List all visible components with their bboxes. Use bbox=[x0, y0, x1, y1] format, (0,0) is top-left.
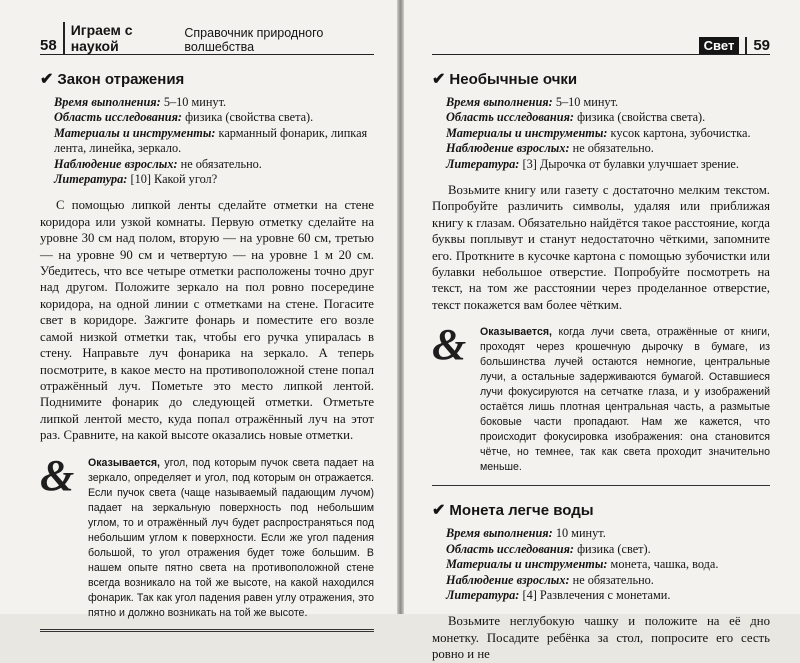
section-title-text: Необычные очки bbox=[449, 70, 578, 88]
body-paragraph-coin: Возьмите неглубокую чашку и положите на её дно монетку. Посадите ребёнка за стол, попросите его сесть ровно и не bbox=[432, 614, 770, 662]
page-number-right: 59 bbox=[745, 37, 770, 54]
meta-line: Наблюдение взрослых: не обязательно. bbox=[54, 156, 262, 171]
meta-line: Материалы и инструменты: монета, чашка, вода. bbox=[446, 557, 719, 572]
chapter-label: Свет bbox=[699, 37, 740, 54]
checkmark-icon: ✔ bbox=[432, 502, 446, 520]
book-title: Справочник природного волшебства bbox=[184, 26, 324, 54]
ampersand-icon: & bbox=[432, 320, 467, 370]
body-paragraph-left: С помощью липкой ленты сделайте отметки на стене коридора или узкой комнаты. Первую отметку сделайте на уровне 30 см над полом, вторую — на уровне 60 см, третью — на уровне 90 см и четвертую — на уровне 1 м 20 см. Убедитесь, что все четыре отметки расположены точно друг над другом. Положите зеркало на пол ровно посередине коридора, на одной линии с отметками на стене. Погасите свет в коридоре. Зажгите фонарь и поместите его возле самой низкой отметки так, чтобы его ручка упиралась в стену. Направьте луч фонарика на зеркало. А теперь посмотрите, в какое место на противоположной стене попал отражённый луч. Пометьте это место липкой лентой. Поднимите фонарик до следующей отметки. Отметьте липкой лентой место, куда попал отражённый луч на этот раз. Сравните, на какой высоте оказались новые отметки. bbox=[40, 198, 374, 443]
left-page bbox=[0, 0, 400, 619]
divider bbox=[432, 485, 770, 486]
ampersand-icon: & bbox=[40, 450, 75, 500]
meta-line: Область исследования: физика (свойства света). bbox=[446, 110, 706, 125]
meta-line: Время выполнения: 10 минут. bbox=[446, 526, 606, 541]
meta-line: Область исследования: физика (свойства света). bbox=[54, 110, 314, 125]
note-text: Оказывается, угол, под которым пучок света падает на зеркало, определяет и угол, под которым он отражается. Если пучок света (чаще называемый падающим лучом) падает на зеркальную поверхность под небольшим углом, то и отражённый луч будет распространяться под небольшим углом к поверхности. Если же угол падения большой, то угол отражения будет тоже большим. В нашем опыте пятно света на противоположной стене всегда возникало на той же высоте, на какой находился фонарик. Так как угол падения равен углу отражения, это пятно и должно возникать на той же высоте. bbox=[88, 456, 374, 619]
page-header-right bbox=[432, 30, 770, 55]
checkmark-icon: ✔ bbox=[40, 71, 54, 88]
section-title-reflection bbox=[40, 69, 374, 89]
explanation-note-left bbox=[40, 450, 374, 621]
meta-block-left bbox=[54, 95, 374, 187]
meta-line: Материалы и инструменты: кусок картона, зубочистка. bbox=[446, 125, 751, 140]
section-title-text: Монета легче воды bbox=[449, 501, 594, 519]
meta-line: Время выполнения: 5–10 минут. bbox=[446, 95, 619, 109]
meta-line: Наблюдение взрослых: не обязательно. bbox=[446, 141, 654, 156]
meta-line: Литература: [10] Какой угол? bbox=[54, 172, 218, 187]
body-paragraph-glasses: Возьмите книгу или газету с достаточно мелким текстом. Попробуйте различить символы, удаляя или приближая книгу к глазам. Обязательно найдётся такое расстояние, когда буквы поплывут и станут недостаточно чёткими, запомните его. Проткните в кусочке картона с помощью зубочистки или булавки небольшое отверстие. Попробуйте посмотреть на текст, на том же расстоянии через проделанное отверстие, текст покажется вам более чётким. bbox=[432, 183, 770, 312]
meta-line: Время выполнения: 5–10 минут. bbox=[54, 95, 227, 109]
series-title: Играем с наукой bbox=[63, 22, 173, 54]
meta-line: Материалы и инструменты: карманный фонарик, липкая лента, линейка, зеркало. bbox=[54, 125, 368, 156]
meta-block-glasses bbox=[446, 95, 770, 172]
section-title-coin bbox=[432, 500, 770, 520]
page-header-left bbox=[40, 22, 374, 55]
section-title-glasses bbox=[432, 69, 770, 89]
checkmark-icon: ✔ bbox=[432, 71, 446, 88]
section-title-text: Закон отражения bbox=[57, 70, 185, 88]
divider bbox=[40, 629, 374, 632]
meta-block-coin bbox=[446, 526, 770, 603]
meta-line: Область исследования: физика (свет). bbox=[446, 541, 651, 556]
note-text: Оказывается, когда лучи света, отражённые от книги, проходят через крошечную дырочку в бумаге, из большинства лучей остаются немногие, центральные лучи, а остальные задерживаются бумагой. Оставшиеся лучи фокусируются на сетчатке глаза, и у изображений остаётся лишь плотная центральная часть, а размытые боковые части пропадают. Нам же кажется, что происходит фокусировка изображения: она становится чётче, но темнее, так как света проходит значительно меньше. bbox=[480, 326, 770, 474]
right-page bbox=[402, 0, 800, 662]
meta-line: Литература: [4] Развлечения с монетами. bbox=[446, 587, 671, 602]
page-number-left: 58 bbox=[40, 37, 57, 54]
meta-line: Наблюдение взрослых: не обязательно. bbox=[446, 572, 654, 587]
explanation-note-right bbox=[432, 320, 770, 475]
meta-line: Литература: [3] Дырочка от булавки улучшает зрение. bbox=[446, 156, 739, 171]
